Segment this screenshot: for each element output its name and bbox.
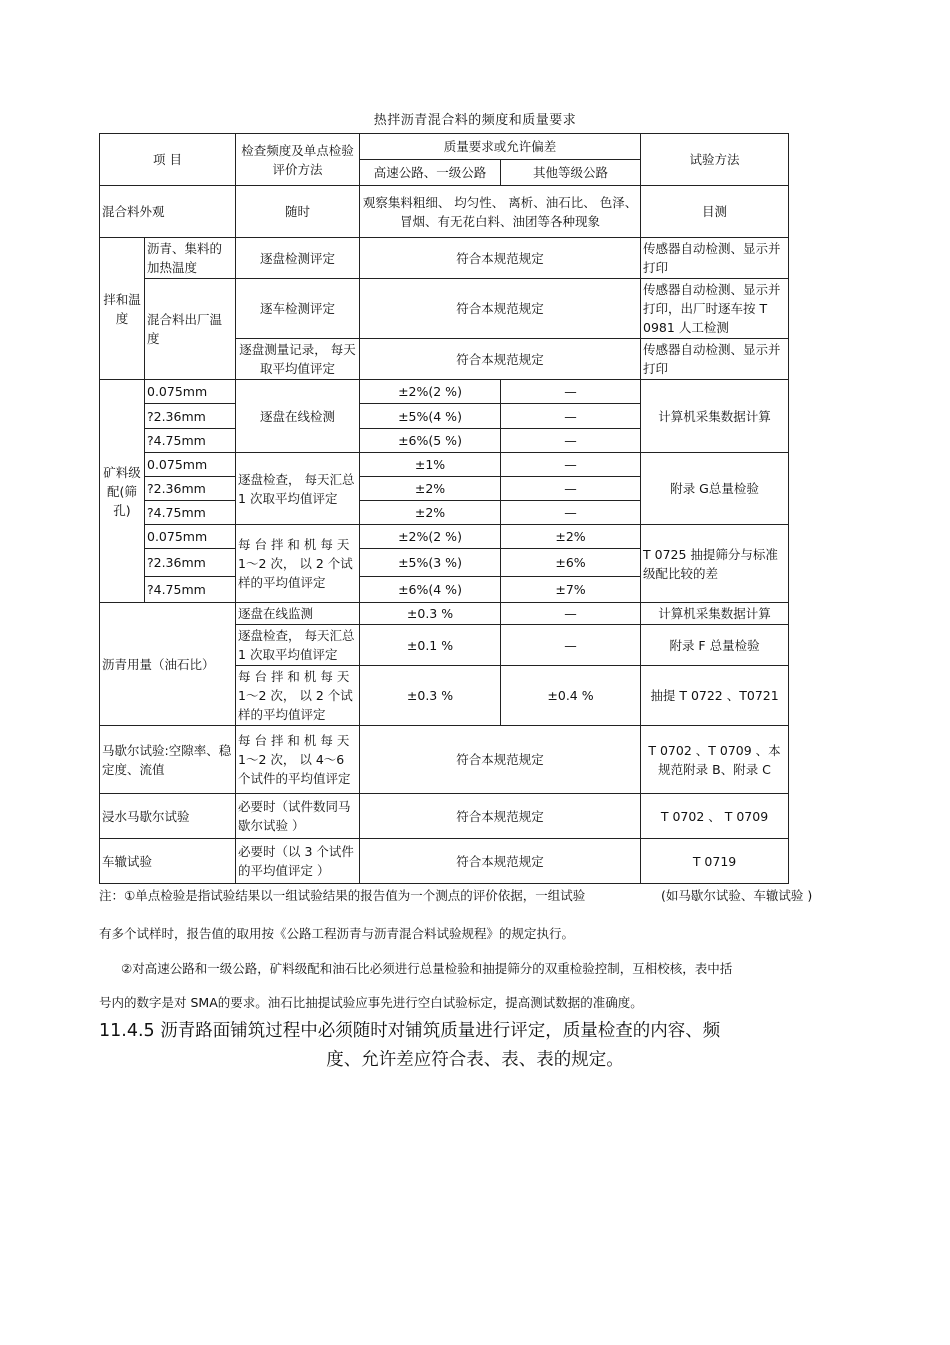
grading-freq-c: 每 台 拌 和 机 每 天 1～2 次， 以 2 个试样的平均值评定: [236, 525, 360, 603]
asphalt-item: 沥青用量（油石比）: [100, 603, 236, 726]
grading-group: 矿料级配(筛孔): [100, 380, 145, 603]
grading-a-hw-1: ±2%(2 %): [360, 380, 501, 404]
grading-c-ot-1: ±2%: [501, 525, 641, 549]
note-line-1-tail: (如马歇尔试验、车辙试验 ): [661, 888, 813, 903]
temp-sub-2: 混合料出厂温度: [145, 279, 236, 380]
grading-a-ot-1: —: [501, 380, 641, 404]
grading-freq-b: 逐盘检查， 每天汇总 1 次取平均值评定: [236, 453, 360, 525]
marshall-method: T 0702 、T 0709 、本规范附录 B、附录 C: [641, 726, 789, 794]
header-highway: 高速公路、一级公路: [360, 160, 501, 186]
grading-a-hw-2: ±5%(4 %): [360, 404, 501, 429]
sieve-label: ?4.75mm: [145, 577, 236, 603]
immersion-freq: 必要时（试件数同马歇尔试验 ）: [236, 794, 360, 839]
grading-a-ot-2: —: [501, 404, 641, 429]
header-method: 试验方法: [641, 134, 789, 186]
sieve-label: ?4.75mm: [145, 501, 236, 525]
grading-b-hw-3: ±2%: [360, 501, 501, 525]
appearance-quality: 观察集料粗细、 均匀性、 离析、油石比、 色泽、冒烟、有无花白料、油团等各种现象: [360, 186, 641, 238]
rutting-quality: 符合本规范规定: [360, 839, 641, 884]
grading-c-hw-2: ±5%(3 %): [360, 549, 501, 577]
marshall-quality: 符合本规范规定: [360, 726, 641, 794]
asphalt-ot-1: —: [501, 603, 641, 625]
sieve-label: 0.075mm: [145, 453, 236, 477]
table-title: 热拌沥青混合料的频度和质量要求: [373, 113, 577, 128]
grading-freq-a: 逐盘在线检测: [236, 380, 360, 453]
grading-method-c: T 0725 抽提筛分与标准级配比较的差: [641, 525, 789, 603]
rutting-freq: 必要时（以 3 个试件的平均值评定 ）: [236, 839, 360, 884]
sieve-label: ?4.75mm: [145, 429, 236, 453]
immersion-method: T 0702 、 T 0709: [641, 794, 789, 839]
grading-a-ot-3: —: [501, 429, 641, 453]
marshall-item: 马歇尔试验:空隙率、稳定度、流值: [100, 726, 236, 794]
temp-quality-2: 符合本规范规定: [360, 279, 641, 339]
marshall-freq: 每 台 拌 和 机 每 天 1～2 次， 以 4～6 个试件的平均值评定: [236, 726, 360, 794]
asphalt-ot-2: —: [501, 625, 641, 666]
header-quality: 质量要求或允许偏差: [360, 134, 641, 160]
header-item: 项 目: [100, 134, 236, 186]
sieve-label: ?2.36mm: [145, 477, 236, 501]
appearance-freq: 随时: [236, 186, 360, 238]
grading-c-ot-3: ±7%: [501, 577, 641, 603]
asphalt-method-3: 抽提 T 0722 、T0721: [641, 666, 789, 726]
temp-sub-1: 沥青、集料的加热温度: [145, 238, 236, 279]
sieve-label: 0.075mm: [145, 380, 236, 404]
sieve-label: ?2.36mm: [145, 549, 236, 577]
grading-b-ot-2: —: [501, 477, 641, 501]
appearance-method: 目测: [641, 186, 789, 238]
asphalt-freq-2: 逐盘检查， 每天汇总 1 次取平均值评定: [236, 625, 360, 666]
asphalt-freq-1: 逐盘在线监测: [236, 603, 360, 625]
asphalt-method-2: 附录 F 总量检验: [641, 625, 789, 666]
note-line-4: 号内的数字是对 SMA的要求。油石比抽提试验应事先进行空白试验标定，提高测试数据的准确度。: [99, 995, 643, 1010]
asphalt-hw-3: ±0.3 %: [360, 666, 501, 726]
immersion-item: 浸水马歇尔试验: [100, 794, 236, 839]
grading-b-ot-3: —: [501, 501, 641, 525]
grading-b-hw-1: ±1%: [360, 453, 501, 477]
quality-table: [99, 133, 789, 884]
temp-freq-1: 逐盘检测评定: [236, 238, 360, 279]
temp-group: 拌和温度: [100, 238, 145, 380]
temp-freq-3: 逐盘测量记录， 每天取平均值评定: [236, 339, 360, 380]
asphalt-freq-3: 每 台 拌 和 机 每 天 1～2 次， 以 2 个试样的平均值评定: [236, 666, 360, 726]
section-heading: 11.4.5 沥青路面铺筑过程中必须随时对铺筑质量进行评定，质量检查的内容、频: [99, 1021, 721, 1041]
asphalt-hw-2: ±0.1 %: [360, 625, 501, 666]
asphalt-ot-3: ±0.4 %: [501, 666, 641, 726]
rutting-method: T 0719: [641, 839, 789, 884]
temp-quality-1: 符合本规范规定: [360, 238, 641, 279]
grading-method-a: 计算机采集数据计算: [641, 380, 789, 453]
appearance-item: 混合料外观: [100, 186, 236, 238]
grading-method-b: 附录 G总量检验: [641, 453, 789, 525]
immersion-quality: 符合本规范规定: [360, 794, 641, 839]
section-heading-cont: 度、允许差应符合表、表、表的规定。: [326, 1050, 624, 1070]
header-freq: 检查频度及单点检验评价方法: [236, 134, 360, 186]
temp-quality-3: 符合本规范规定: [360, 339, 641, 380]
grading-c-hw-3: ±6%(4 %): [360, 577, 501, 603]
rutting-item: 车辙试验: [100, 839, 236, 884]
grading-c-hw-1: ±2%(2 %): [360, 525, 501, 549]
asphalt-hw-1: ±0.3 %: [360, 603, 501, 625]
note-line-3: ②对高速公路和一级公路，矿料级配和油石比必须进行总量检验和抽提筛分的双重检验控制，互相校核，表中括: [121, 961, 733, 976]
grading-c-ot-2: ±6%: [501, 549, 641, 577]
header-other: 其他等级公路: [501, 160, 641, 186]
asphalt-method-1: 计算机采集数据计算: [641, 603, 789, 625]
temp-method-1: 传感器自动检测、显示并打印: [641, 238, 789, 279]
grading-a-hw-3: ±6%(5 %): [360, 429, 501, 453]
note-line-1: 注：①单点检验是指试验结果以一组试验结果的报告值为一个测点的评价依据，一组试验: [99, 888, 586, 903]
sieve-label: ?2.36mm: [145, 404, 236, 429]
grading-b-ot-1: —: [501, 453, 641, 477]
temp-freq-2: 逐车检测评定: [236, 279, 360, 339]
temp-method-3: 传感器自动检测、显示并打印: [641, 339, 789, 380]
note-line-2: 有多个试样时，报告值的取用按《公路工程沥青与沥青混合料试验规程》的规定执行。: [99, 926, 575, 941]
sieve-label: 0.075mm: [145, 525, 236, 549]
grading-b-hw-2: ±2%: [360, 477, 501, 501]
temp-method-2: 传感器自动检测、显示并打印，出厂时逐车按 T 0981 人工检测: [641, 279, 789, 339]
